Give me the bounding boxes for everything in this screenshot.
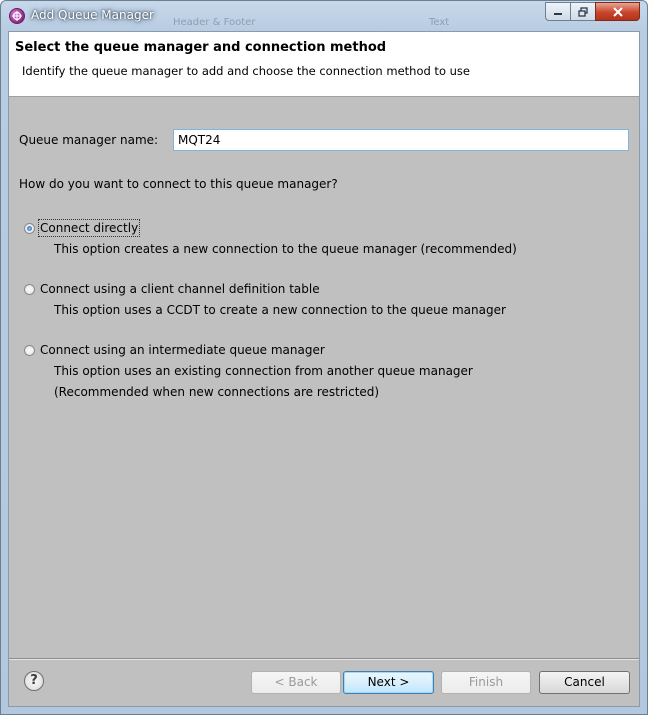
radio-connect-intermediate[interactable] (24, 345, 35, 356)
background-ghost-text: Header & Footer (173, 17, 256, 28)
restore-icon (578, 7, 588, 17)
back-button[interactable]: < Back (251, 671, 341, 694)
button-bar-separator (9, 658, 639, 660)
radio-connect-directly[interactable] (24, 223, 35, 234)
queue-manager-name-input[interactable] (173, 129, 629, 151)
option-label: Connect using an intermediate queue manager (40, 343, 325, 357)
radio-connect-ccdt[interactable] (24, 284, 35, 295)
window-title: Add Queue Manager (31, 8, 154, 22)
connection-question: How do you want to connect to this queue manager? (19, 177, 338, 191)
next-button[interactable]: Next > (343, 671, 434, 694)
close-button[interactable] (595, 2, 640, 21)
option-connect-ccdt[interactable] (24, 282, 320, 296)
help-button[interactable] (24, 671, 44, 691)
wizard-header (9, 32, 639, 97)
option-description: (Recommended when new connections are restricted) (54, 385, 380, 399)
help-icon: ? (30, 673, 38, 688)
option-connect-intermediate[interactable] (24, 343, 325, 357)
title-bar[interactable] (1, 1, 647, 31)
option-connect-directly[interactable] (24, 221, 138, 235)
option-description: This option uses a CCDT to create a new connection to the queue manager (54, 303, 506, 317)
minimize-button[interactable] (545, 2, 570, 21)
page-title: Select the queue manager and connection method (15, 40, 387, 55)
page-description: Identify the queue manager to add and choose the connection method to use (22, 64, 470, 78)
close-icon (613, 7, 623, 17)
maximize-button[interactable] (570, 2, 595, 21)
option-description: This option uses an existing connection from another queue manager (54, 364, 473, 378)
queue-manager-icon (9, 8, 25, 24)
finish-button[interactable]: Finish (441, 671, 531, 694)
dialog-content (8, 31, 640, 707)
option-label: Connect directly (40, 221, 139, 235)
option-description: This option creates a new connection to the queue manager (recommended) (54, 242, 517, 256)
caption-buttons (545, 2, 640, 21)
option-label: Connect using a client channel definition table (40, 282, 320, 296)
cancel-button[interactable]: Cancel (539, 671, 630, 694)
minimize-icon (553, 7, 563, 17)
background-ghost-text: Text (429, 17, 450, 28)
queue-manager-name-label: Queue manager name: (19, 133, 159, 147)
